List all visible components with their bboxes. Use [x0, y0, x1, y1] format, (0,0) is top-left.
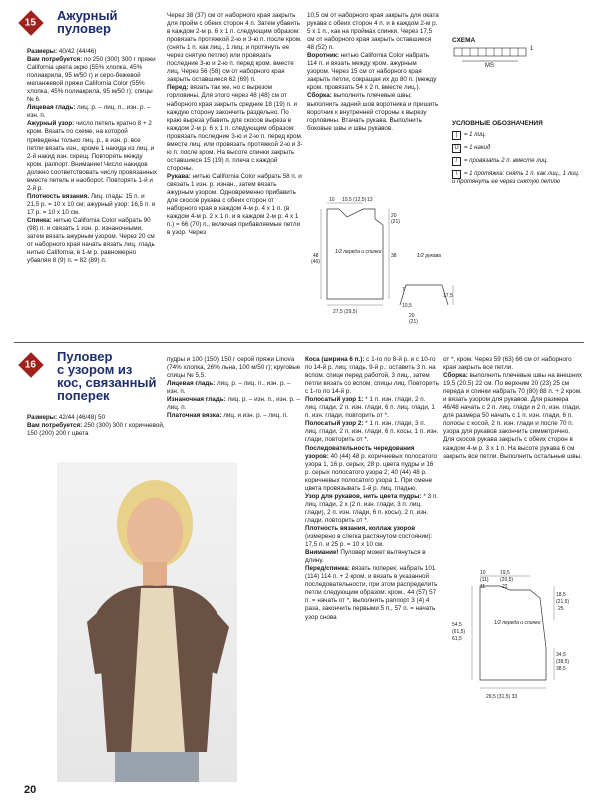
legend-symbol-icon: U [452, 144, 461, 153]
paragraph-label: Последовательность чередования узоров: [305, 444, 415, 460]
title-line: кос, связанный [57, 375, 157, 390]
paragraph-text: 40 (44) 48 р. коричневых полосатого узора 1, 16 р. серых, 28 р. цвета пудры и 16 р. серых полосатого узора 2; 40 (44) 48 р. коричневых полосатого узора 1. При смене цвета провязывать 1-й р. лиц. гладью. [305, 452, 437, 492]
paragraph-text: от *, кром. Через 59 (63) 66 см от наборного края закрыть все петли. [443, 356, 572, 372]
paragraph-text: Лиц. гладь: 15 п. и 21,5 р. = 10 х 10 см; ажурный узор: 16,5 п. и 17 р. = 10 х 10 см. [27, 192, 156, 216]
dim-label: (21) [391, 219, 400, 225]
paragraph-text: 40/42 (44/46) [57, 48, 97, 55]
paragraph-text: вязать так же, но с вырезом горловины. Для этого через 48 (48) см от наборного края закрыть средние 18 (19) п. и каждую сторону закончить раздельно. По краю выреза убавить для скосов выреза в каждом 2-м р. 6 х 1 п. следующим образом: провязать последние 3-ю и 2-ю п. перед кром. вместе лиц. или провязать протяжкой 2-ю и 3-ю п. после кром. На высоте спинки закрыть оставшиеся 15 (19) п. плеча с каждой стороны. [167, 84, 303, 172]
pattern-diagram-model16 [450, 568, 585, 708]
paragraph-label: Воротник: [307, 52, 339, 60]
paragraph-text: * 3 п. лиц. глади, 2 х (2 п. изн. глади, 3 п. лиц. глади), 2 п. изн. глади, 6 п. косы), 2 п. изн. глади, повторить от *. [305, 492, 438, 524]
paragraph-text: вязать поперек; набрать 101 (114) 114 п. + 2 кром. и вязать в указанной последовательности, при этом распределить петли следующим образом: кром., 44 (57) 57 п. = начать от *, выполнить раппорт 3 (4) 4 раза, закончить первыми 5 п., 57 п. = начать узор снова [305, 565, 438, 621]
paragraph [167, 173, 303, 237]
section-divider [14, 342, 584, 343]
dim-label: 10,5 (12,5) [342, 197, 367, 203]
scheme-grid [452, 46, 542, 76]
paragraph-label: Полосатый узор 2: [305, 420, 364, 428]
dim-label: 61,5 [452, 636, 462, 642]
text-column [167, 356, 303, 436]
paragraph-text: пудры и 100 (150) 150 г серой пряжи Linova (74% хлопка, 26% льна, 100 м/50 г); круговые спицы № 5,5. [167, 356, 301, 380]
paragraph-text: (измерено в слегка растянутом состоянии): 17,5 п. и 25 р. = 10 х 10 см. [305, 533, 433, 549]
text-column [27, 414, 167, 438]
dim-label: (20,5) [500, 577, 514, 583]
paragraph [305, 549, 439, 565]
paragraph [307, 52, 439, 92]
dim-label: 29,5 (31,5) 33 [486, 694, 518, 700]
scheme-row-label: 1 [530, 46, 534, 52]
title-line: Пуловер [57, 349, 113, 364]
paragraph-label: Лицевая гладь: [27, 104, 76, 112]
dim-label: (21) [409, 319, 418, 325]
legend-text: = 1 протяжка: снять 1 п. как лиц., 1 лиц. и протянуть ее через снятую петлю [452, 171, 580, 185]
paragraph [307, 12, 439, 52]
legend-text: = 1 накид [464, 145, 491, 151]
legend-item [452, 157, 584, 166]
legend-title: УСЛОВНЫЕ ОБОЗНАЧЕНИЯ [452, 120, 543, 127]
dim-label: 38,5 [556, 666, 566, 672]
dim-label: (38,5) [556, 659, 570, 665]
paragraph [27, 48, 157, 56]
paragraph-label: Вам потребуется: [27, 56, 83, 64]
piece-label: 1/2 переда и спинки [335, 249, 382, 255]
value: 42/44 (46/48) 50 [57, 414, 106, 421]
paragraph [307, 92, 439, 132]
label: Вам потребуется: [27, 422, 83, 430]
paragraph-text: 10,5 см от наборного края закрыть для оката рукава с обеих сторон 4 п. и в каждом 2-м р. 5 х 1 п., как на проймах спинки. Через 17,5 см от наборного края закрыть оставшиеся 48 (52) п. [307, 12, 439, 52]
scheme-legend [452, 120, 584, 190]
paragraph-label: Ажурный узор: [27, 120, 75, 128]
text-column [305, 356, 439, 781]
paragraph-label: Перед/спинка: [305, 565, 350, 573]
title-line: Ажурный [57, 8, 118, 23]
dim-label: 10 [480, 570, 486, 576]
paragraph-label: Полосатый узор 1: [305, 396, 364, 404]
paragraph-text: выполнить плечевые швы на внешних 19,5 (20,5) 22 см. По верхним 20 (23) 25 см переда и спинки набрать 70 (80) 88 п. + 2 кром. и вязать узором для рукавов. Для размера 46/48 начать с 2 п. лиц. глади и 2 п. изн. глади, для размера 50 начать с 1 п. изн. глади, 6 п. полосы с косой, 2 п. изн. глади и после 70 п. узора для рукавов закончить симметрично. Для скосов рукава закрыть с обеих сторон в каждом 4-м р. 3 х 1 п. На высоте рукава 6 см закрыть все петли. Выполнить остальные швы. [443, 372, 582, 460]
paragraph [305, 396, 439, 420]
paragraph-text: нитью California Color набрать 90 (98) п. и связать 1 изн. р. изнаночными, затем вязать ажурным узором. Через 20 см от наборного края начать вязать лиц. гладь нитью California, в 1-м р. равномерно убавляя 8 (9) п. = 82 (89) п. [27, 216, 155, 265]
paragraph-label: Спинка: [27, 216, 52, 224]
text-column [27, 48, 157, 338]
value: 250 (300) 300 г коричневой, 150 (200) 200 г цвета [27, 422, 165, 438]
paragraph [305, 493, 439, 525]
dim-label: 17,5 [443, 293, 453, 299]
paragraph-text: лиц. р. – изн. п., изн. р. – лиц. п. [167, 396, 301, 412]
dim-label: 34,5 [556, 652, 566, 658]
paragraph-text: Через 38 (37) см от наборного края закрыть для пройм с обеих сторон 4 п. Затем убавить в каждом 2-м р. 6 х 1 п. следующим образом: провязать протяжкой 2-ю и 3-ю п. после кром. (снять 1 п. как лиц., 1 лиц. и протянуть ее через снятую петлю) или провязать последние 3-ю и 2-ю п. перед кром. вместе лиц. Через 56 (58) см от наборного края закрыть оставшиеся 62 (69) п. [167, 12, 302, 84]
model-number-badge [18, 352, 43, 377]
paragraph [27, 104, 157, 120]
dim-label: 22 [502, 584, 508, 590]
dim-label: (46) [311, 259, 320, 265]
paragraph-label: Плотность вязания. [27, 192, 90, 200]
paragraph [443, 356, 583, 372]
legend-text: = провязать 2 п. вместе лиц. [464, 158, 549, 164]
paragraph-label: Перед: [167, 84, 189, 92]
title-line: с узором из [57, 362, 133, 377]
dim-label: (61,5) [452, 629, 466, 635]
paragraph-text: лиц. и изн. р. – лиц. п. [221, 412, 288, 420]
paragraph [305, 565, 439, 621]
legend-item [452, 131, 584, 140]
model-number: 15 [25, 17, 37, 29]
legend-symbol-icon: | [452, 131, 461, 140]
paragraph-label: Сборка: [443, 372, 468, 380]
page-number: 20 [24, 784, 37, 796]
paragraph-label: Изнаночная гладь: [167, 396, 226, 404]
paragraph-text: лиц. р. – лиц. п., изн. р. – изн. п. [27, 104, 151, 120]
paragraph [167, 380, 303, 396]
legend-item [452, 144, 584, 153]
dim-label: 27,5 (29,5) [333, 309, 358, 315]
dim-label: 38 [391, 253, 397, 259]
dim-label: 10 [329, 197, 335, 203]
dim-label: 18,5 [556, 592, 566, 598]
model-photo [57, 462, 237, 782]
dim-label: 13 [367, 197, 373, 203]
paragraph-label: Внимание! [305, 549, 339, 557]
paragraph-label: Платочная вязка: [167, 412, 222, 420]
paragraph-text: лиц. р. – лиц. п., изн. р. – изн. п. [167, 380, 291, 396]
paragraph [305, 525, 439, 549]
paragraph-text: выполнить плечевые швы; выполнить задний шов воротника и пришить воротник к внутренней стороны к вырезу горловины. Втачать рукава. Выполнить боковые швы и швы рукавов. [307, 92, 439, 132]
piece-label: 1/2 переда и спинки [494, 620, 541, 626]
paragraph [167, 12, 303, 84]
pattern-diagram-model15 [305, 195, 455, 330]
paragraph [27, 193, 157, 217]
paragraph-text: * 1 п. изн. глади, 2 п. лиц. глади, 2 п. изн. глади, 6 п. лиц. глади, 1 п. изн. глади, повторить от *. [305, 396, 435, 420]
paragraph [167, 356, 303, 380]
paragraph-text: по 250 (300) 300 г пряжи California цвета экрю (55% хлопка, 45% полиакрила, 95 м/50 г) и серо-бежевой меланжевой пряжи California Color (55% хлопка, 45% полиакрила, 95 м/50 г); спицы № 6. [27, 56, 156, 104]
paragraph-label: Размеры: [27, 48, 58, 55]
paragraph-text: число петель кратно 8 + 2 кром. Вязать по схеме, на которой приведены только лиц. р., в изн. р. все петли вязать изн., кроме 1 накида из лиц. и 2-й накид изн. скрещ. Повторять между кром. раппорт. Внимание! Число накидов должно соответствовать числу провязанных вместе петель и наоборот. Повторять 1-й и 2-й р. [27, 120, 157, 192]
paragraph [305, 445, 439, 493]
model-number: 16 [25, 359, 37, 371]
dim-label: 54,5 [452, 622, 462, 628]
paragraph [27, 217, 157, 265]
legend-symbol-icon: \ [452, 170, 461, 179]
paragraph-label: Коса (ширина 6 п.): [305, 356, 365, 363]
model-title [57, 350, 157, 402]
title-line: поперек [57, 388, 110, 403]
dim-label: 10,5 [402, 303, 412, 309]
paragraph [305, 420, 439, 444]
paragraph-label: Плотность вязания, коллаж узоров [305, 524, 416, 532]
paragraph [167, 396, 303, 412]
paragraph-text: нитью California Color набрать 58 п. и связать 1 изн. р. изнан., затем вязать ажурным узором. Одновременно прибавить для скосов рукава с обеих сторон от наборного края в каждом 4-м р. 4 х 1 п. (в каждом 4-м р. 2 х 1 п. и в каждом 2-м р. 4 х 1 п.) = 66 (70) п., включая прибавляемые петли в узор. Через [167, 172, 302, 237]
text-column [307, 12, 439, 197]
text-column [443, 356, 583, 556]
legend-text: = 1 лиц. [464, 132, 486, 138]
paragraph-text: Пуловер может вытянуться в длину. [305, 549, 426, 565]
paragraph-label: Сборка: [307, 92, 332, 100]
paragraph-text: нитью California Color набрать 114 п. и вязать между кром. ажурным узором. Через 15 см от наборного края закрыть петли, сокращая их до 80 п. (между кром. провязать 54 х 2 п. вместе лиц.). [307, 52, 437, 92]
dim-label: (21,5) [556, 599, 570, 605]
model-title [57, 9, 118, 35]
dim-label: 20 [391, 213, 397, 219]
paragraph [167, 84, 303, 173]
model-number-badge [18, 10, 43, 35]
paragraph [305, 356, 439, 396]
dim-label: (11) [480, 577, 489, 583]
stitch-scheme [452, 37, 582, 81]
piece-label: 1/2 рукава [417, 253, 441, 259]
photo-illustration [57, 462, 237, 782]
paragraph [167, 412, 303, 420]
legend-item [452, 170, 584, 186]
paragraph-text: с 1-го по 8-й р. и с 10-го по 14-й р. лиц. гладь, 9-й р.: оставить 3 п. на вспом. спице перед работой, 3 лиц., затем петли вязать со вспом. спицы лиц. Повторить с 1-го по 14-й р. [305, 356, 439, 396]
dim-label: 20 [409, 313, 415, 319]
dim-label: 48 [313, 253, 319, 259]
title-line: пуловер [57, 21, 111, 36]
legend-symbol-icon: / [452, 157, 461, 166]
paragraph-label: Узор для рукавов, нить цвета пудры: [305, 492, 422, 500]
dim-label: 25 [558, 606, 564, 612]
paragraph [27, 120, 157, 192]
scheme-title: СХЕМА [452, 37, 476, 44]
paragraph-label: Лицевая гладь: [167, 380, 216, 388]
paragraph-label: Рукава: [167, 172, 191, 180]
dim-label: 19,5 [500, 570, 510, 576]
dim-label: 7 [402, 287, 405, 293]
text-column [167, 12, 303, 338]
scheme-repeat-label: MS [485, 63, 494, 69]
label: Размеры: [27, 414, 58, 421]
paragraph [443, 372, 583, 461]
dim-label: 11 [480, 584, 486, 590]
paragraph [27, 56, 157, 104]
paragraph-text: * 1 п. изн. глади, 3 п. лиц. глади, 2 п. изн. глади, 6 п. косы, 1 п. изн. глади, повторить от *. [305, 420, 439, 444]
